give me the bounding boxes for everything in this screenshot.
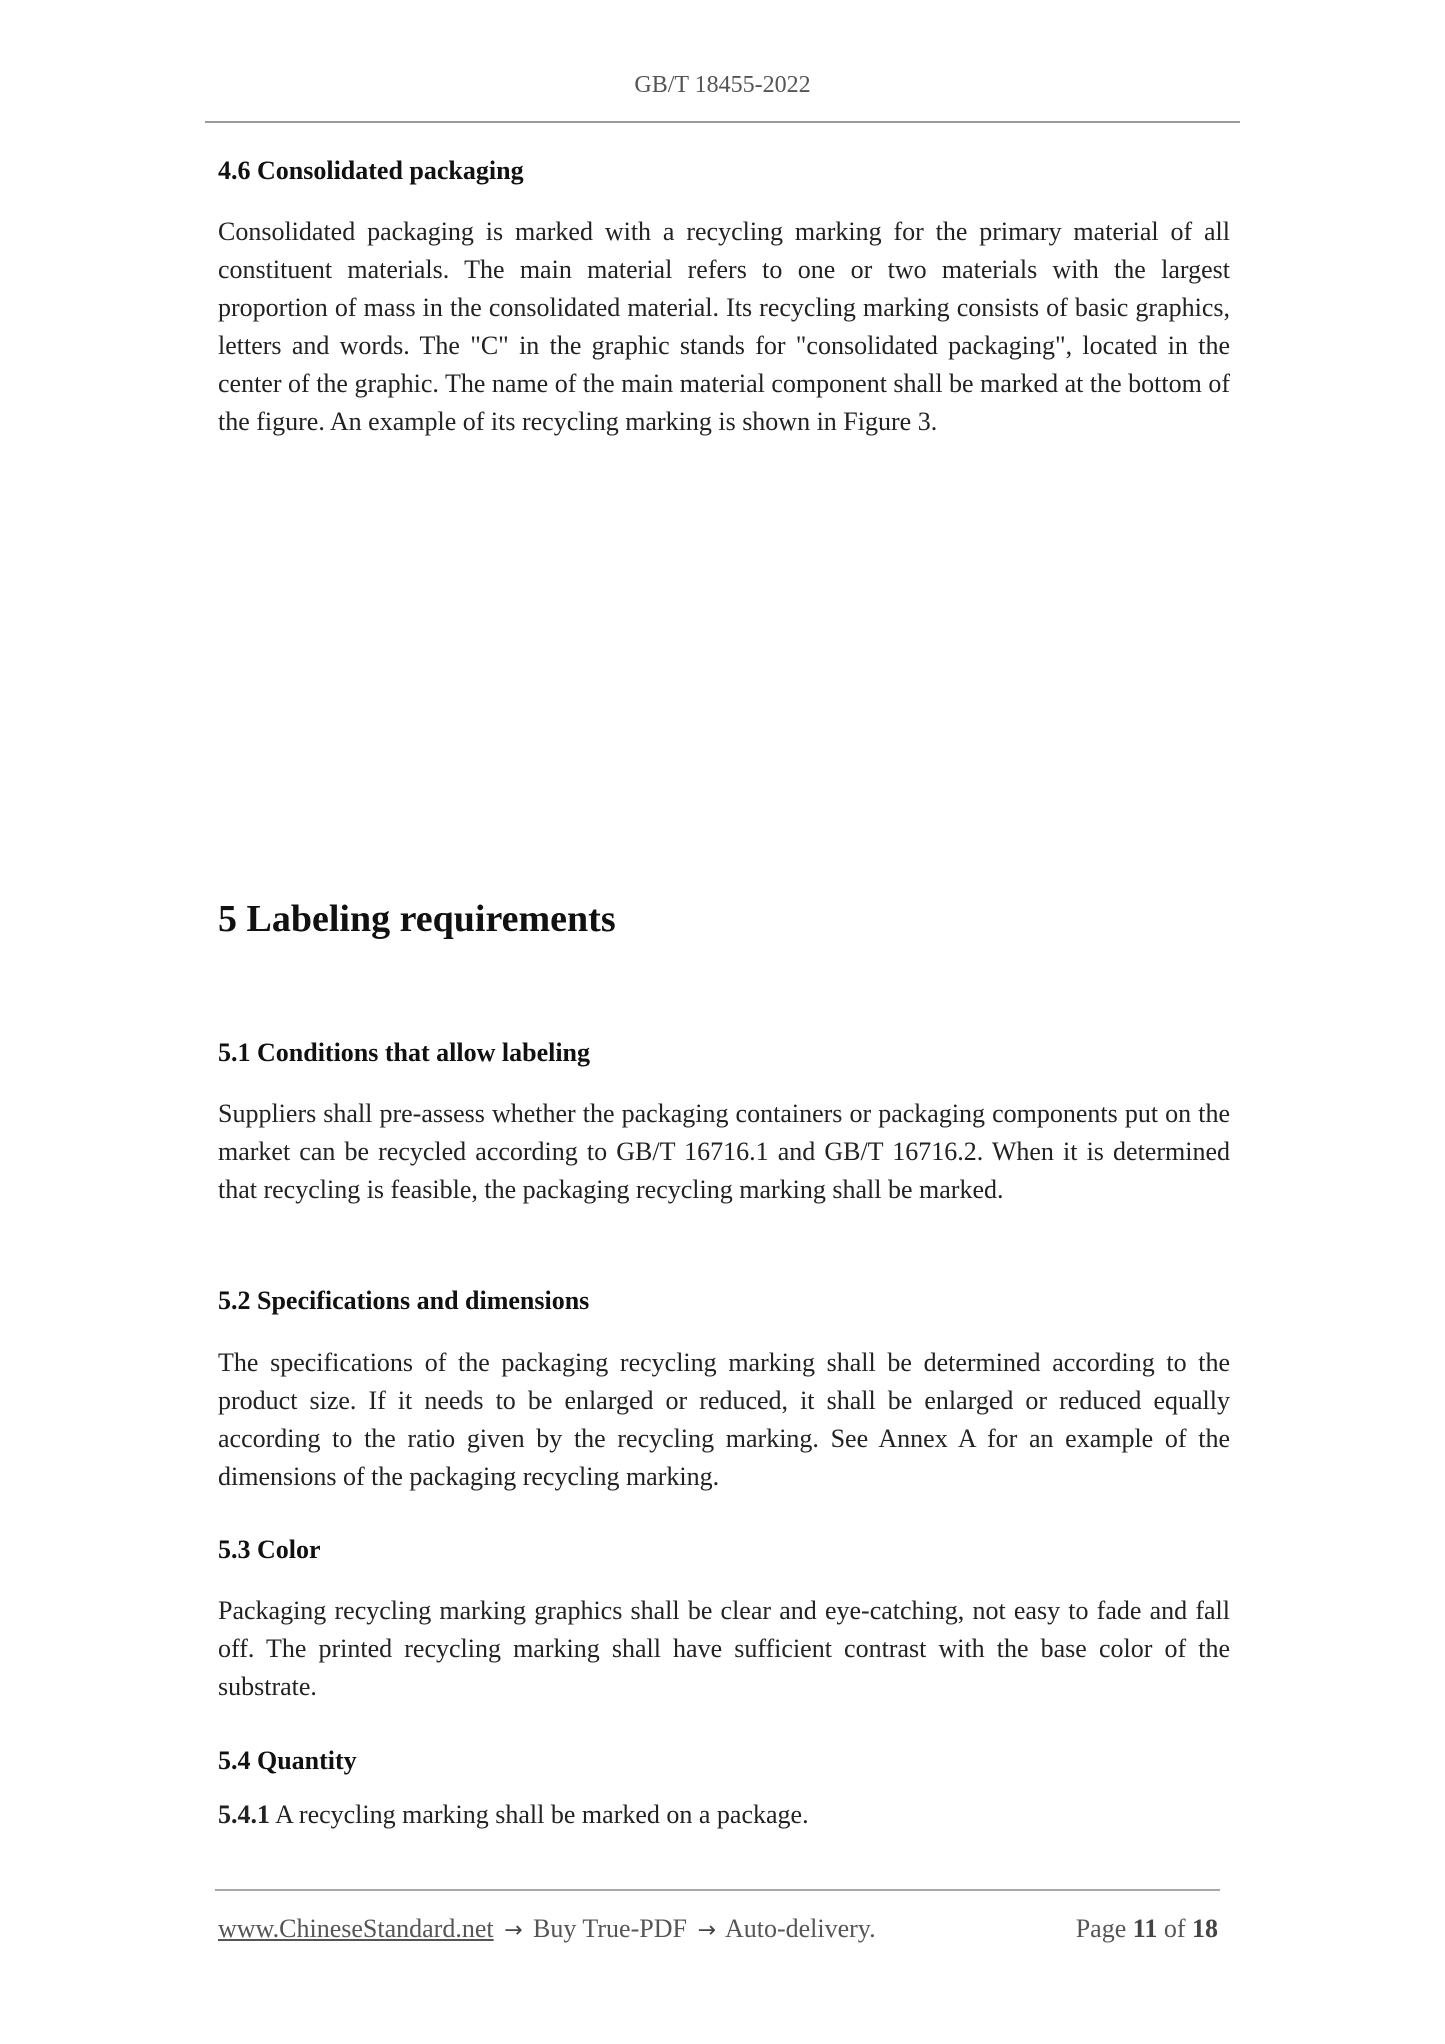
section-5-3-heading: 5.3 Color bbox=[218, 1535, 321, 1564]
section-5-2-body: The specifications of the packaging recycling marking shall be determined according to the product size. If it needs to be enlarged or reduced, it shall be enlarged or reduced equally according to the ratio given by the recycling marking. See Annex A for an example of the dimensions of the packaging recycling marking. bbox=[218, 1348, 1230, 1491]
section-4-6-heading: 4.6 Consolidated packaging bbox=[218, 156, 524, 185]
page-label: Page bbox=[1075, 1914, 1127, 1943]
clause-text: A recycling marking shall be marked on a package. bbox=[270, 1800, 809, 1829]
website-link[interactable]: www.ChineseStandard.net bbox=[218, 1914, 494, 1943]
page-number bbox=[1076, 1914, 1218, 1944]
page-current: 11 bbox=[1132, 1914, 1158, 1943]
arrow-right-icon: → bbox=[697, 1918, 716, 1943]
header-divider bbox=[205, 121, 1240, 123]
section-4-6-body: Consolidated packaging is marked with a recycling marking for the primary material of all constituent materials. The main material refers to one or two materials with the largest proportion of mass in the consolidated material. Its recycling marking consists of basic graphics, letters and words. The "C" in the graphic stands for "consolidated packaging", located in the center of the graphic. The name of the main material component shall be marked at the bottom of the figure. An example of its recycling marking is shown in Figure 3. bbox=[218, 217, 1230, 436]
auto-delivery-text: Auto-delivery. bbox=[724, 1914, 876, 1943]
section-5-1-heading: 5.1 Conditions that allow labeling bbox=[218, 1038, 591, 1067]
section-5-2-heading: 5.2 Specifications and dimensions bbox=[218, 1286, 590, 1315]
arrow-right-icon: → bbox=[504, 1918, 523, 1943]
page-of: of bbox=[1163, 1914, 1186, 1943]
page-total: 18 bbox=[1192, 1914, 1218, 1943]
footer-divider bbox=[215, 1889, 1220, 1891]
buy-pdf-text: Buy True-PDF bbox=[533, 1914, 687, 1943]
document-code: GB/T 18455-2022 bbox=[634, 72, 811, 98]
section-5-1-body: Suppliers shall pre-assess whether the packaging containers or packaging components put on the market can be recycled according to GB/T 16716.1 and GB/T 16716.2. When it is determined that recycling is feasible, the packaging recycling marking shall be marked. bbox=[218, 1099, 1230, 1204]
section-5-heading: 5 Labeling requirements bbox=[218, 898, 616, 940]
section-5-4-heading: 5.4 Quantity bbox=[218, 1746, 357, 1775]
footer-promo bbox=[218, 1914, 876, 1944]
section-5-3-body: Packaging recycling marking graphics shall be clear and eye-catching, not easy to fade and fall off. The printed recycling marking shall have sufficient contrast with the base color of the substrate. bbox=[218, 1596, 1230, 1701]
clause-number: 5.4.1 bbox=[218, 1800, 270, 1829]
clause-5-4-1 bbox=[218, 1796, 1230, 1834]
